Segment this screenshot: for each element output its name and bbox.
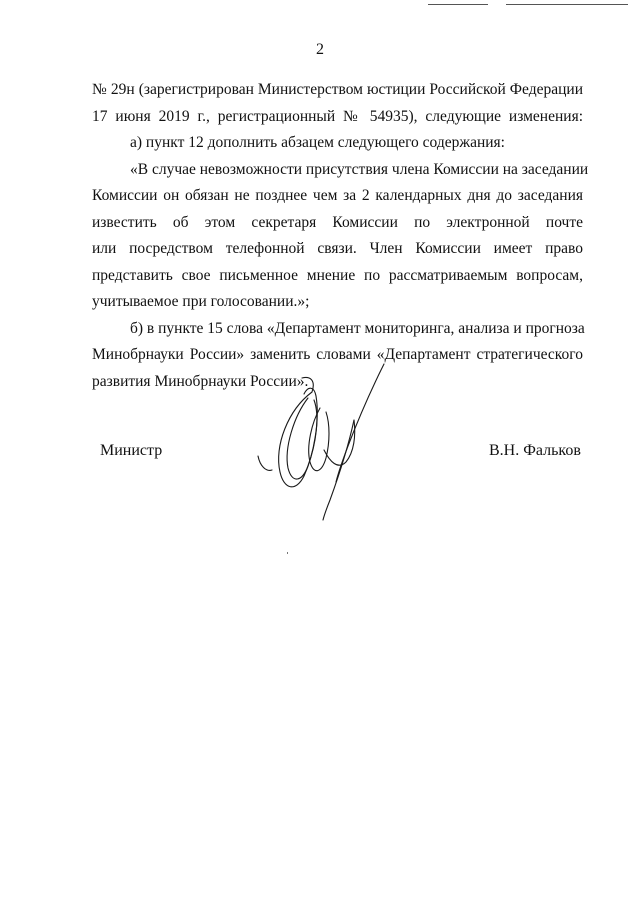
text-line: Комиссии он обязан не позднее чем за 2 календарных дня до заседания — [92, 187, 583, 204]
text-line: или посредством телефонной связи. Член Комиссии имеет право — [92, 240, 583, 257]
text-line: № 29н (зарегистрирован Министерством юстиции Российской Федерации — [92, 81, 583, 98]
text-line: Минобрнауки России» заменить словами «Департамент стратегического — [92, 346, 583, 363]
text-line: известить об этом секретаря Комиссии по электронной почте — [92, 213, 583, 231]
scan-speck — [287, 552, 288, 554]
scan-artifact-line — [506, 4, 628, 5]
text-line: представить свое письменное мнение по рассматриваемым вопросам, — [92, 266, 583, 284]
text-line: развития Минобрнауки России». — [92, 372, 309, 390]
text-line: 17 июня 2019 г., регистрационный № 54935), следующие изменения: — [92, 107, 583, 125]
scan-artifact-line — [428, 4, 488, 5]
signatory-name: В.Н. Фальков — [489, 442, 581, 459]
text-line: б) в пункте 15 слова «Департамент мониторинга, анализа и прогноза — [130, 319, 585, 337]
text-line: а) пункт 12 дополнить абзацем следующего содержания: — [130, 134, 505, 151]
handwritten-signature — [250, 350, 410, 530]
text-line: «В случае невозможности присутствия члена Комиссии на заседании — [130, 160, 589, 178]
document-body — [92, 77, 589, 395]
text-line: учитываемое при голосовании.»; — [92, 293, 310, 310]
signatory-title: Министр — [100, 442, 163, 459]
page-number: 2 — [316, 41, 324, 58]
